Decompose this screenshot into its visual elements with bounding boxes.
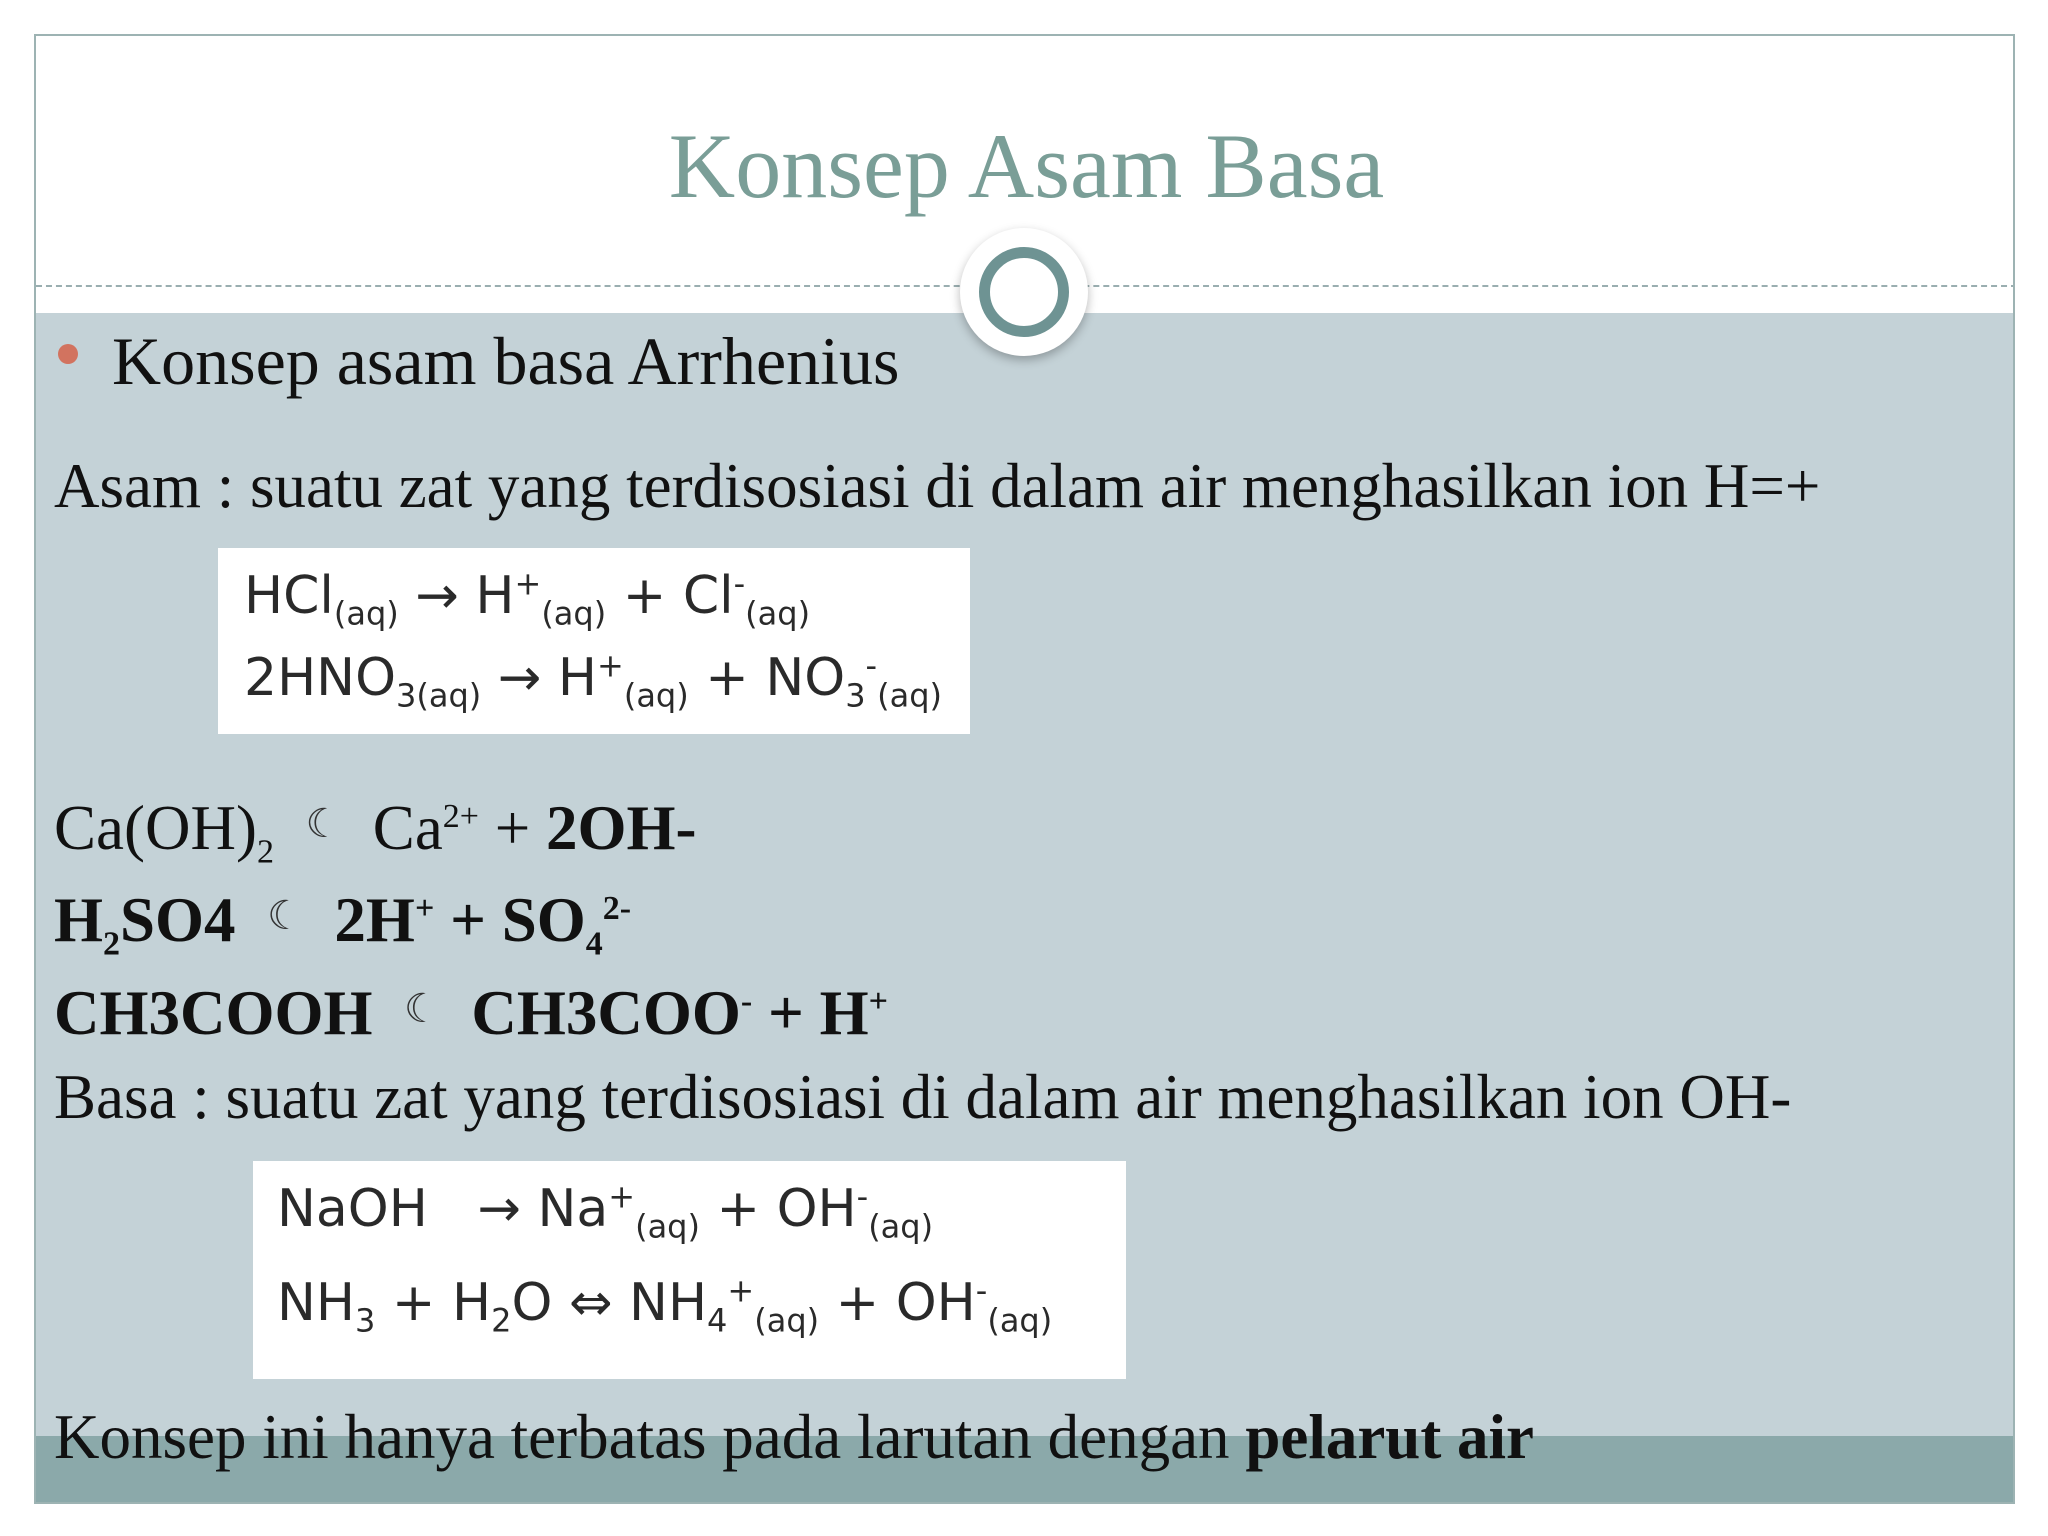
state: (aq) [623,676,689,715]
equation-left: SO4 [120,885,236,955]
subscript: 2 [103,925,121,963]
reactant: HCl [244,566,334,626]
superscript: 2+ [442,798,479,835]
ring-inner [979,247,1069,337]
product: H [557,648,598,708]
equation-right: + SO [434,885,586,955]
equation-left: CH3COOH [54,978,373,1048]
product: OH [895,1273,976,1333]
state: (aq) [745,594,811,633]
subscript: 2 [256,833,274,871]
crescent-arrow-icon: ☾ [267,893,303,938]
acid-definition: Asam : suatu zat yang terdisosiasi di dalam air menghasilkan ion H=+ [54,451,1821,521]
conclusion-bold: pelarut air [1245,1402,1535,1472]
superscript: - [740,983,753,1020]
subscript: 3(aq) [396,676,482,715]
state: (aq) [541,594,607,633]
state: (aq) [868,1207,934,1246]
equation-right: + H [752,978,869,1048]
equation-right: CH3COO [471,978,741,1048]
equation-left: H [54,885,104,955]
reactant: NaOH [277,1179,428,1239]
slide-title: Konsep Asam Basa [668,115,1385,217]
product: OH [776,1179,857,1239]
product: NO [765,648,846,708]
ring-ornament-icon [960,228,1088,356]
conclusion [54,1402,1535,1472]
acid-equation-1: $HCl_{(aq)} \to H^+_{(aq)} + Cl^-_{(aq)}$ [244,564,811,633]
product: H [475,566,515,626]
state: (aq) [754,1301,820,1340]
acid-equation-2: $2HNO_{3(aq)} \to H^+_{(aq)} + NO_3^-_{(aq)}$ [244,646,942,715]
right-arrow-icon: → [497,648,542,708]
conclusion-text: Konsep ini hanya terbatas pada larutan dengan [54,1402,1246,1472]
equation-left: Ca(OH) [54,793,257,863]
base-definition: Basa : suatu zat yang terdisosiasi di dalam air menghasilkan ion OH- [54,1062,1792,1132]
subscript: 3 [845,676,866,715]
subscript: 4 [707,1301,728,1340]
reactant: H [452,1273,492,1333]
product: Cl [682,566,734,626]
equation-calcium-hydroxide [54,793,697,871]
state: (aq) [877,676,942,715]
state: (aq) [635,1207,700,1246]
subscript: 2 [491,1301,512,1340]
equation-right: 2H [334,885,415,955]
product: Na [537,1179,609,1239]
bullet-heading: Konsep asam basa Arrhenius [112,323,900,399]
reactant: O [511,1273,553,1333]
reactant: 2HNO [244,648,397,708]
right-arrow-icon: → [477,1179,521,1239]
equation-sulfuric-acid [54,885,632,963]
equation-right-bold: 2OH- [546,793,697,863]
reactant: NH [277,1273,355,1333]
subscript: 3 [355,1301,376,1340]
state: (aq) [333,594,399,633]
subscript: 4 [585,925,603,963]
superscript: + [414,890,435,927]
base-equations-image [253,1161,1126,1379]
product: NH [629,1273,708,1333]
superscript: 2- [602,890,632,927]
bullet-icon [58,344,78,364]
acid-equations-image [218,548,970,734]
right-arrow-icon: → [415,566,459,626]
superscript: + [868,983,888,1020]
plus: + [494,793,546,863]
equation-acetic-acid [54,978,888,1048]
base-equation-2: $NH_3 + H_2O$ ⇔ $NH_4^+_{(aq)} + OH^-_{(aq)}$ [277,1271,1053,1340]
base-equation-1: NaOH → $Na^+_{(aq)} + OH^-_{(aq)}$ [277,1177,934,1246]
equation-right: Ca [372,793,443,863]
state: (aq) [987,1301,1053,1340]
crescent-arrow-icon: ☾ [305,801,342,846]
equilibrium-arrow-icon: ⇔ [568,1273,613,1333]
crescent-arrow-icon: ☾ [404,986,440,1031]
